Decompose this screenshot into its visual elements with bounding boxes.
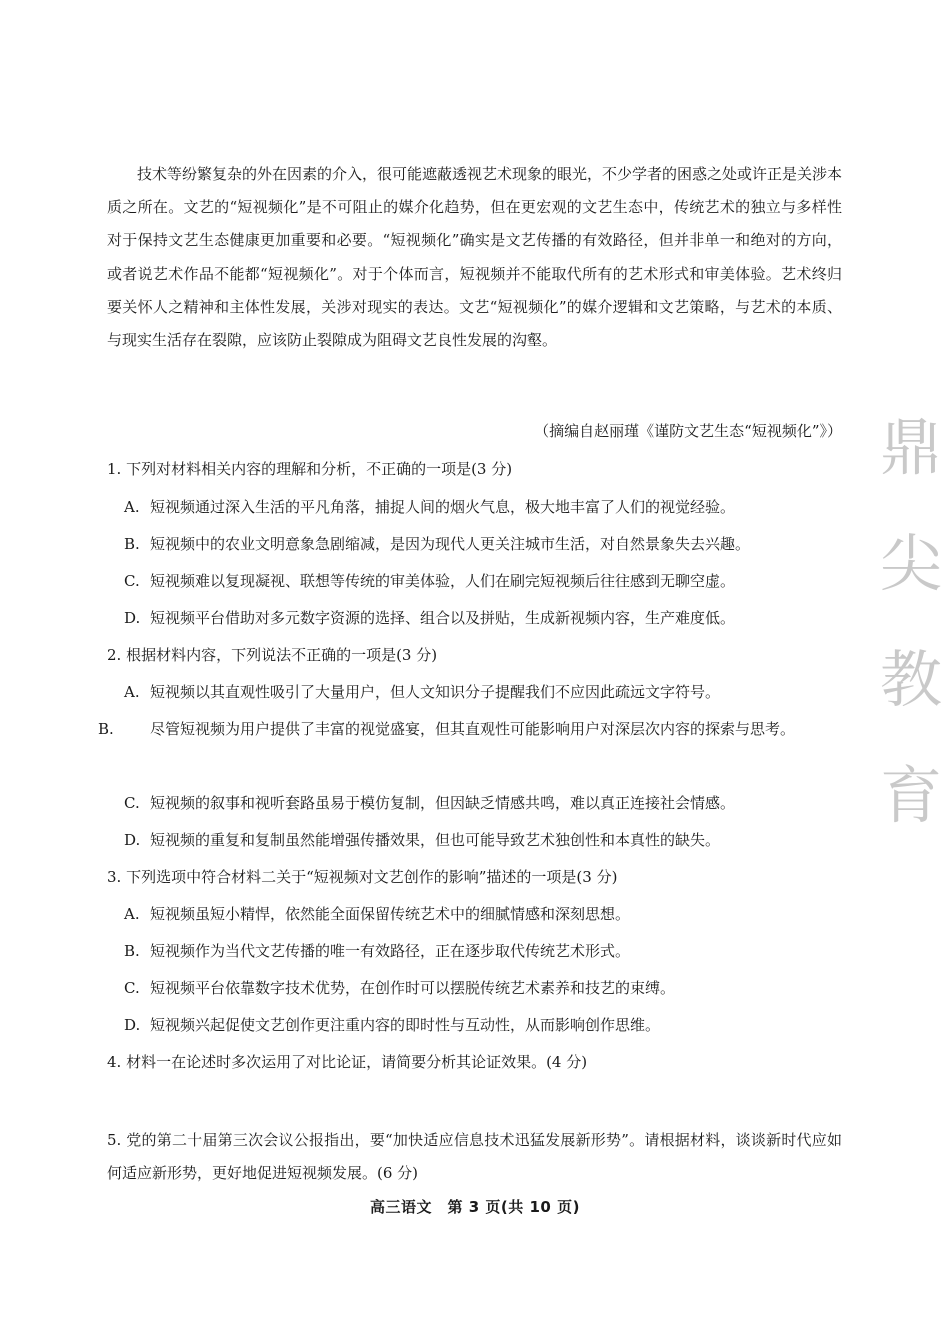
question-2-stem: 2. 根据材料内容，下列说法不正确的一项是(3 分) bbox=[107, 646, 438, 664]
question-2-option-a bbox=[124, 680, 842, 704]
option-letter: A. bbox=[124, 905, 140, 923]
option-text: 短视频兴起促使文艺创作更注重内容的即时性与互动性，从而影响创作思维。 bbox=[150, 1016, 661, 1034]
option-letter: C. bbox=[124, 572, 140, 590]
watermark-char: 育 bbox=[879, 759, 942, 832]
question-2-option-d bbox=[124, 828, 842, 852]
option-text: 短视频以其直观性吸引了大量用户，但人文知识分子提醒我们不应因此疏远文字符号。 bbox=[150, 683, 721, 701]
question-3-option-d bbox=[124, 1013, 842, 1037]
option-letter: D. bbox=[124, 609, 141, 627]
option-letter: C. bbox=[124, 794, 140, 812]
option-letter: C. bbox=[124, 979, 140, 997]
page-footer: 高三语文 第 3 页(共 10 页) bbox=[370, 1198, 580, 1216]
question-3-option-a bbox=[124, 902, 842, 926]
option-text: 短视频难以复现凝视、联想等传统的审美体验，人们在刷完短视频后往往感到无聊空虚。 bbox=[150, 572, 736, 590]
question-3-option-c bbox=[124, 976, 842, 1000]
watermark-char: 教 bbox=[879, 643, 942, 716]
question-1-option-b bbox=[124, 532, 842, 556]
option-text: 短视频平台借助对多元数字资源的选择、组合以及拼贴，生成新视频内容，生产难度低。 bbox=[150, 609, 736, 627]
option-letter: D. bbox=[124, 831, 141, 849]
question-1-option-d bbox=[124, 606, 842, 630]
question-2-option-c bbox=[124, 791, 842, 815]
question-4-stem: 4. 材料一在论述时多次运用了对比论证，请简要分析其论证效果。(4 分) bbox=[107, 1053, 588, 1071]
question-3-stem: 3. 下列选项中符合材料二关于“短视频对文艺创作的影响”描述的一项是(3 分) bbox=[107, 868, 618, 886]
question-1-stem: 1. 下列对材料相关内容的理解和分析，不正确的一项是(3 分) bbox=[107, 460, 513, 478]
passage-paragraph: 技术等纷繁复杂的外在因素的介入，很可能遮蔽透视艺术现象的眼光，不少学者的困惑之处或许正是关涉本质之所在。文艺的“短视频化”是不可阻止的媒介化趋势，但在更宏观的文艺生态中，传统艺术的独立与多样性对于保持文艺生态健康更加重要和必要。“短视频化”确实是文艺传播的有效路径，但并非单一和绝对的方向，或者说艺术作品不能都“短视频化”。对于个体而言，短视频并不能取代所有的艺术形式和审美体验。艺术终归要关怀人之精神和主体性发展，关涉对现实的表达。文艺“短视频化”的媒介逻辑和文艺策略，与艺术的本质、与现实生活存在裂隙，应该防止裂隙成为阻碍文艺良性发展的沟壑。 bbox=[107, 165, 843, 350]
option-text: 短视频中的农业文明意象急剧缩减，是因为现代人更关注城市生活，对自然景象失去兴趣。 bbox=[150, 535, 751, 553]
watermark-char: 尖 bbox=[879, 527, 942, 600]
option-letter: B. bbox=[124, 942, 140, 960]
option-letter: B. bbox=[98, 720, 114, 738]
question-1-option-a bbox=[124, 495, 842, 519]
option-text: 短视频通过深入生活的平凡角落，捕捉人间的烟火气息，极大地丰富了人们的视觉经验。 bbox=[150, 498, 736, 516]
option-text: 尽管短视频为用户提供了丰富的视觉盛宴，但其直观性可能影响用户对深层次内容的探索与思考。 bbox=[150, 720, 796, 738]
passage-source: （摘编自赵丽瑾《谨防文艺生态“短视频化”》） bbox=[534, 422, 842, 440]
watermark-char: 鼎 bbox=[879, 411, 942, 484]
question-1-option-c bbox=[124, 569, 842, 593]
watermark bbox=[872, 390, 950, 854]
option-letter: A. bbox=[124, 683, 140, 701]
option-text: 短视频平台依靠数字技术优势，在创作时可以摆脱传统艺术素养和技艺的束缚。 bbox=[150, 979, 676, 997]
question-3-option-b bbox=[124, 939, 842, 963]
option-letter: D. bbox=[124, 1016, 141, 1034]
option-text: 短视频的重复和复制虽然能增强传播效果，但也可能导致艺术独创性和本真性的缺失。 bbox=[150, 831, 721, 849]
option-text: 短视频虽短小精悍，依然能全面保留传统艺术中的细腻情感和深刻思想。 bbox=[150, 905, 631, 923]
option-letter: A. bbox=[124, 498, 140, 516]
question-2-option-b bbox=[98, 711, 842, 748]
option-letter: B. bbox=[124, 535, 140, 553]
option-text: 短视频的叙事和视听套路虽易于模仿复制，但因缺乏情感共鸣，难以真正连接社会情感。 bbox=[150, 794, 736, 812]
question-5-stem: 5. 党的第二十届第三次会议公报指出，要“加快适应信息技术迅猛发展新形势”。请根据材料，谈谈新时代应如何适应新形势，更好地促进短视频发展。(6 分) bbox=[107, 1131, 842, 1182]
option-text: 短视频作为当代文艺传播的唯一有效路径，正在逐步取代传统艺术形式。 bbox=[150, 942, 631, 960]
